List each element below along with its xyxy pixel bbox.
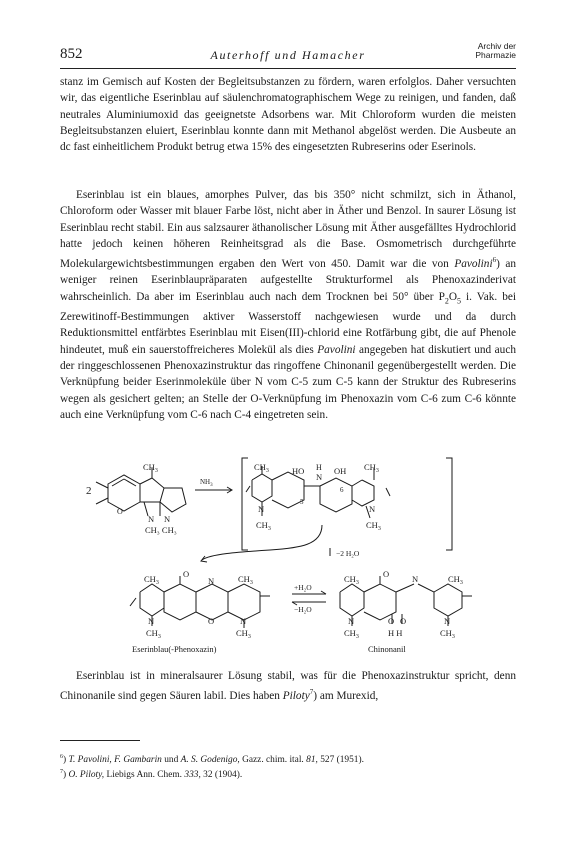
- atom-label: O: [117, 507, 123, 516]
- footnote-7: $^7$) O. Piloty, Liebigs Ann. Chem. 333, 32 (1904).: [60, 769, 243, 781]
- ch3-label: $CH_3$: [254, 462, 269, 474]
- ch3-label: $CH_3$: [144, 574, 159, 586]
- locant: 6: [340, 486, 344, 494]
- author-pavolini: Pavolini: [454, 257, 493, 270]
- ch3-label: $CH_3$: [366, 520, 381, 532]
- locant: 5: [300, 498, 304, 506]
- atom-label: N: [148, 616, 155, 626]
- running-title: Auterhoff und Hamacher: [210, 48, 366, 62]
- atom-label: N: [369, 504, 376, 514]
- ch3-label: $CH_3$: [236, 628, 251, 640]
- subscript: 5: [457, 295, 462, 305]
- journal-line-2: Pharmazie: [475, 50, 516, 60]
- text-run: O: [448, 290, 458, 303]
- ch3-label: $CH_3$: [238, 574, 253, 586]
- ch3-label: $CH_3$: [448, 574, 463, 586]
- atom-label: N: [444, 616, 451, 626]
- text-run: ) an weniger reinen Eserinblaupräparaten aufgestellte Strukturformel als Phenoxazinderivat wahrscheinlich. Da aber im Eserinblau auch nach dem Trocknen bei 50° über P: [60, 257, 517, 303]
- atom-label: N: [258, 504, 265, 514]
- atom-label: N: [148, 514, 155, 524]
- text-run: ) am Murexid,: [313, 690, 379, 703]
- ch3-ch3-label: CH₃ CH₃: [145, 525, 177, 535]
- atom-label: N: [208, 576, 215, 586]
- footnote-rule: [60, 740, 140, 741]
- ch3-label: $CH_3$: [440, 628, 455, 640]
- ch3-label: $CH_3$: [256, 520, 271, 532]
- ch3-label: $CH_3$: [143, 462, 158, 474]
- footnote-ref-6: 6: [492, 256, 497, 265]
- ch3-label: $CH_3$: [146, 628, 161, 640]
- paragraph-1-text: stanz im Gemisch auf Kosten der Begleitsubstanzen zu fördern, waren erfolglos. Daher versuchten wir, das eigentliche Eserinblau auf säulenchromatographischem Wege zu reinigen, und fanden, daß neutrales Aluminiumoxid das geeignetste Adsorbens war. Mit Chloroform wurden die meisten Begleitsubstanzen eluiert, Eserinblau konnte dann mit Methanol abgelöst werden. Die Ausbeute an dc fast einheitlichem Produkt betrug etwa 15% des eingesetzten Rubreserins oder Eserinols.: [60, 76, 516, 154]
- page-number: 852: [60, 46, 83, 62]
- atom-label: N: [316, 472, 323, 482]
- text-run: Eserinblau ist ein blaues, amorphes Pulver, das bis 350° nicht schmilzt, sich in Äthanol, Chloroform oder Wasser mit blauer Farbe löst, nicht aber in Äther und Benzol. In saurer Lösung ist Eserinblau recht stabil. Ein aus salzsaurer äthanolischer Lösung mit Äther ausgefälltes Hydrochlorid hatte jedoch keinen höheren Reinheitsgrad als die Base. Osmometrisch durchgeführte Molekulargewichtsbestimmungen ergaben den Wert von 450. Damit war die von: [60, 189, 516, 270]
- label-eserinblau: Eserinblau(-Phenoxazin): [132, 644, 217, 654]
- water-loss: −2 H₂O: [336, 549, 360, 558]
- ch3-label: $CH_3$: [364, 462, 379, 474]
- author-pavolini: Pavolini: [317, 343, 356, 356]
- label-chinonanil: Chinonanil: [368, 644, 406, 654]
- atom-label: N: [348, 616, 355, 626]
- atom-label: N: [240, 616, 247, 626]
- paragraph-3-text: [60, 668, 516, 704]
- footnote-ref-7: 7: [309, 688, 314, 697]
- atom-label: OH: [334, 466, 347, 476]
- reagent-nh3: $NH_3$: [200, 478, 213, 488]
- hh-label: H H: [388, 628, 403, 638]
- atom-label: N: [412, 574, 419, 584]
- text-run: i. Vak. bei Zerewitinoff-Bestimmungen aktiver Wasserstoff nachgewiesen wurde und da durch Reduktionsmittel entfärbtes Eserinblau mit Eisen(III)-chlorid eine Rotfärbung gibt, die auf Phenole hindeutet, muß ein sauerstoffreicheres Molekül als dies: [60, 290, 516, 356]
- atom-label: O: [183, 569, 190, 579]
- subscript: 2: [444, 295, 449, 305]
- coefficient: 2: [86, 485, 92, 497]
- atom-label: N: [164, 514, 171, 524]
- footnotes: [60, 751, 516, 781]
- atom-label: O: [383, 569, 390, 579]
- minus-h2o: −H₂O: [294, 605, 312, 614]
- author-piloty: Piloty: [282, 690, 310, 703]
- ch3-label: $CH_3$: [344, 628, 359, 640]
- plus-h2o: +H₂O: [294, 583, 312, 592]
- footnote-6: $^6$) T. Pavolini, F. Gambarin und A. S. Godenigo, Gazz. chim. ital. 81, 527 (1951).: [60, 754, 364, 766]
- atom-label: O: [208, 616, 215, 626]
- atom-label: HO: [292, 466, 305, 476]
- atom-label: H: [316, 463, 322, 472]
- text-run: angegeben hat diskutiert und auch der ringgeschlossenen Phenoxazinstruktur das ringoffene Chinonanil gegenübergestellt werden. Die Verknüpfung beider Eserinmoleküle über N vom C-5 zum C-5 kann der Struktur des Rubreserins wegen als gesichert gelten; an Stelle der O-Verknüpfung im Phenoxazin vom C-6 zum C-6 könnte auch eine Verknüpfung vom C-6 nach C-4 eingetreten sein.: [60, 343, 516, 421]
- journal-line-1: Archiv der: [477, 41, 516, 51]
- ch3-label: $CH_3$: [344, 574, 359, 586]
- atom-label: O: [400, 616, 407, 626]
- rubreserin-structure: [96, 468, 186, 516]
- paragraph-3: [60, 668, 516, 704]
- atom-label: O: [388, 616, 395, 626]
- text-run: Eserinblau ist in mineralsaurer Lösung stabil, was für die Phenoxazinstruktur spricht, denn Chinonanile sind gegen Säuren labil. Dies haben: [60, 670, 516, 703]
